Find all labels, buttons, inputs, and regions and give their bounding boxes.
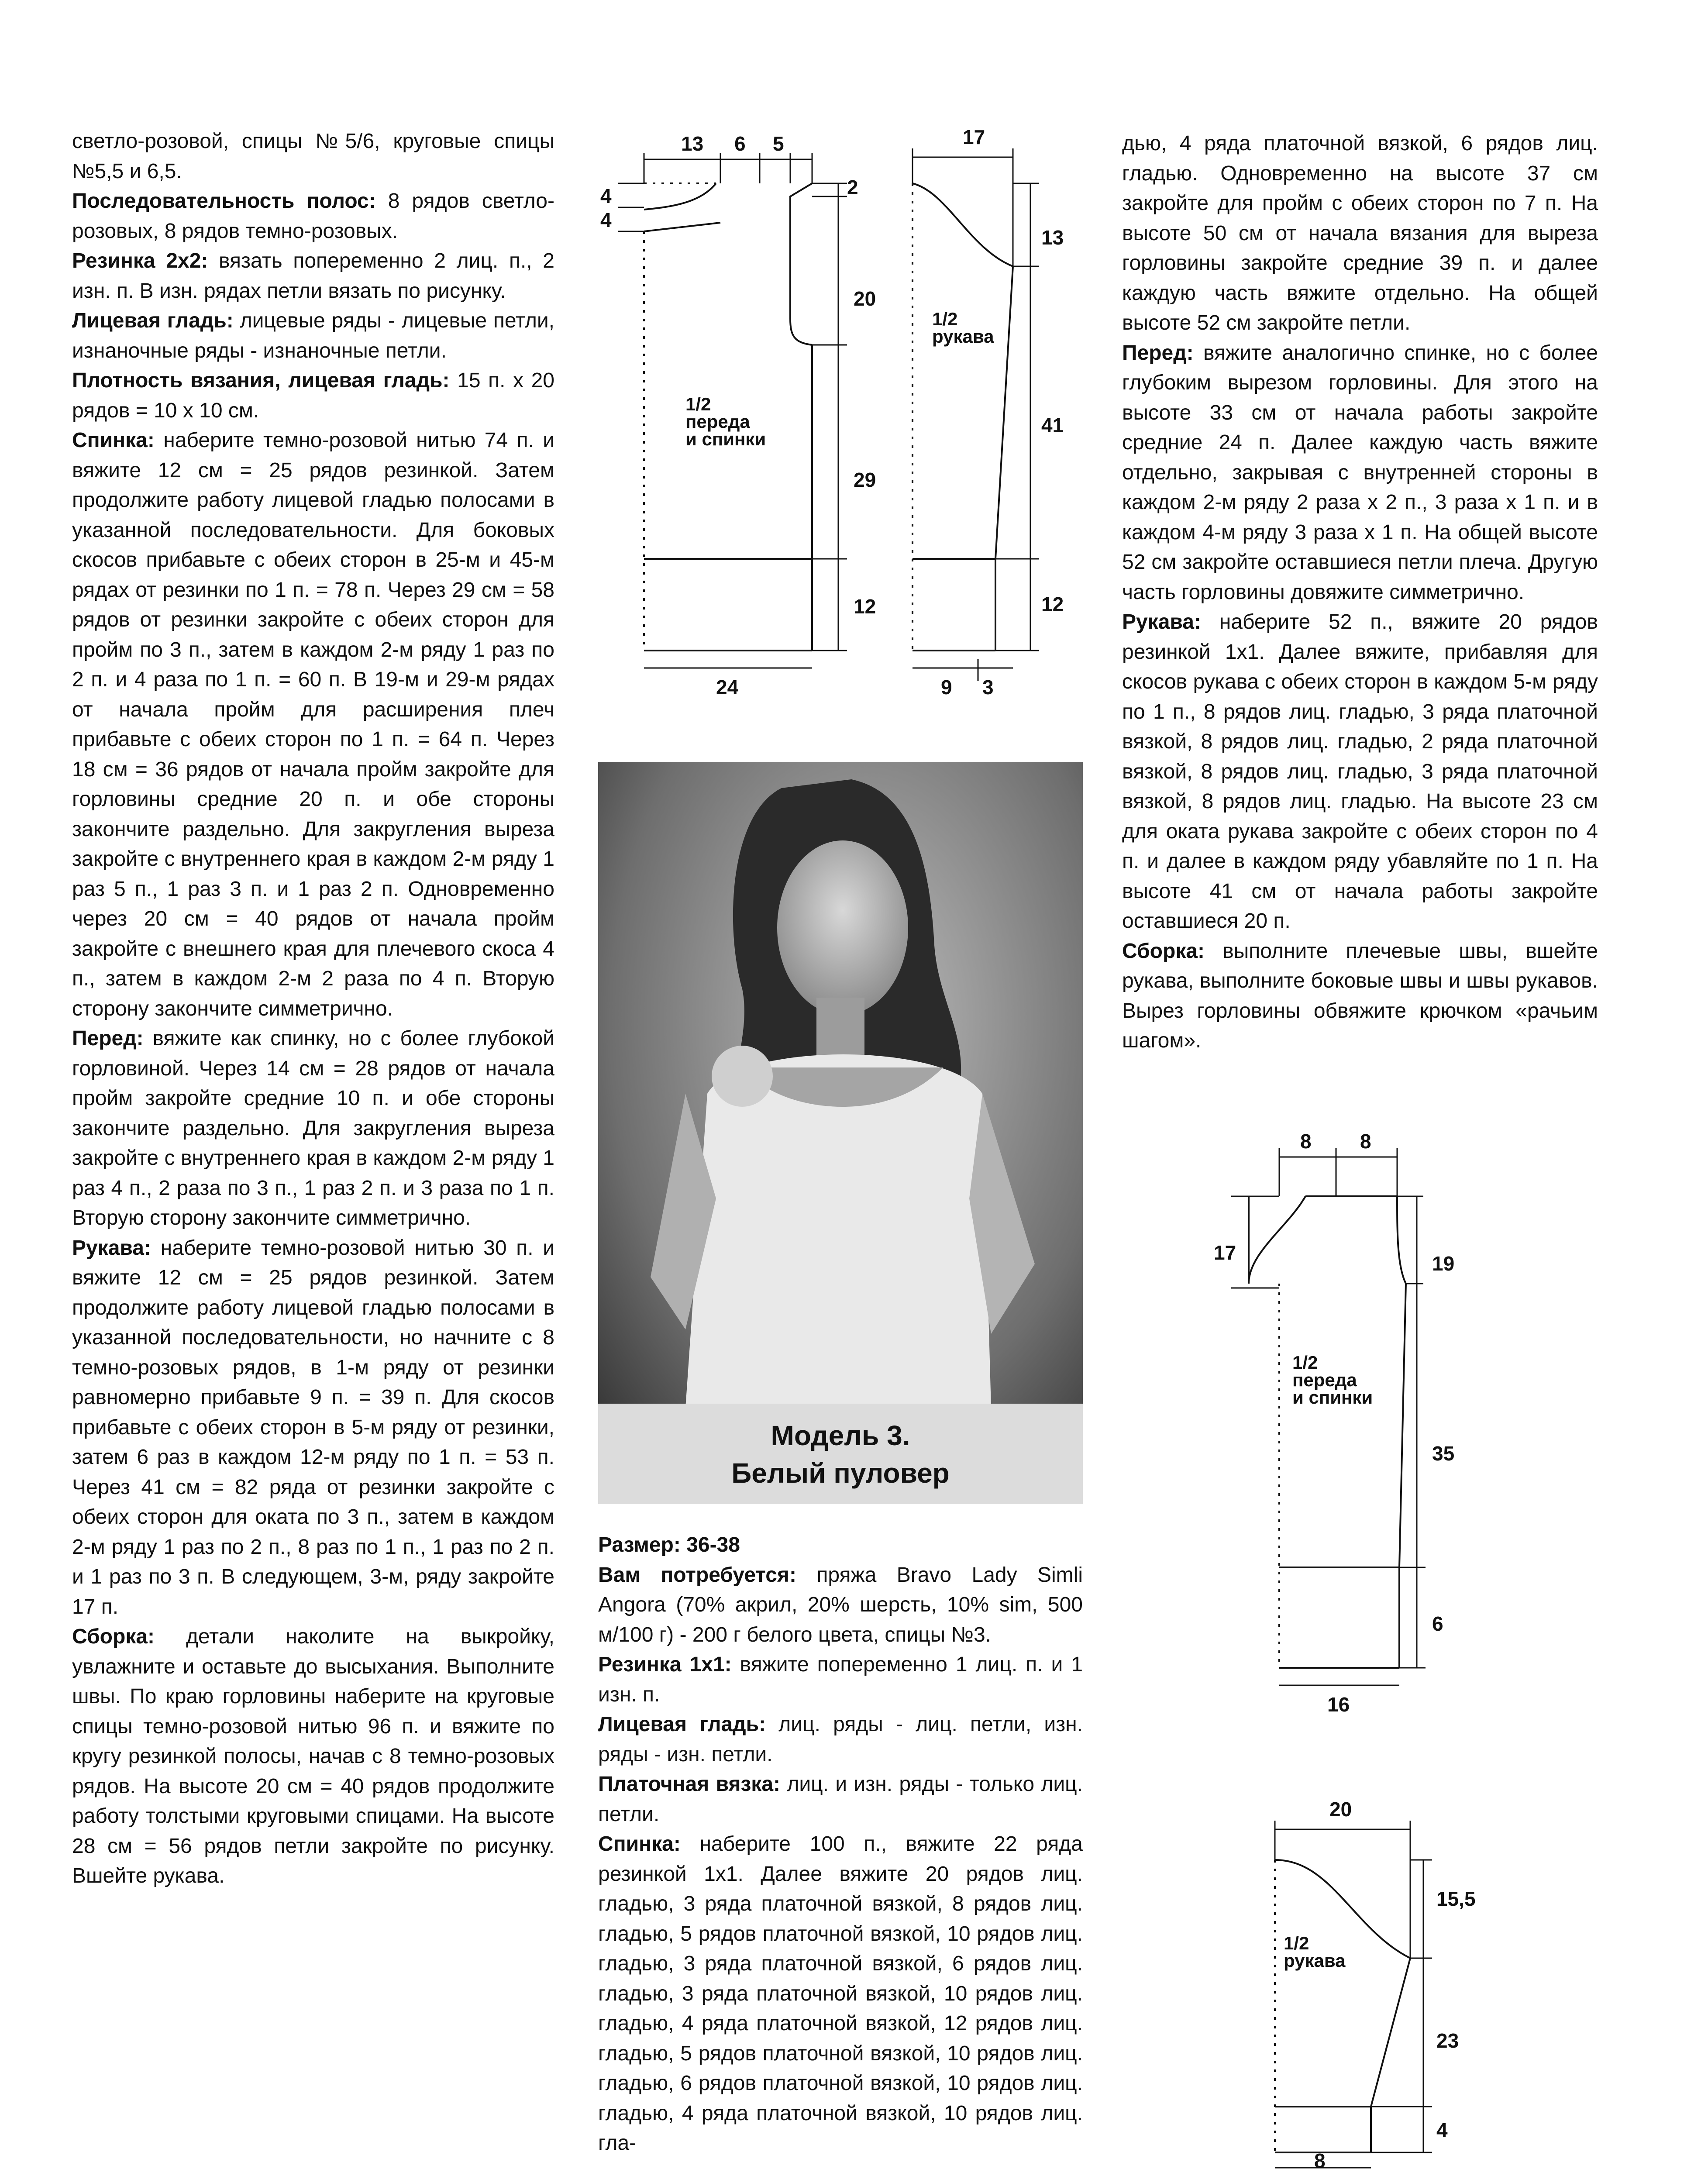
col1-para-2: Резинка 2х2: вязать попеременно 2 лиц. п., 2 изн. п. В изн. рядах петли вязать по рисунку. bbox=[72, 249, 554, 303]
model-photo-illustration bbox=[598, 762, 1083, 1504]
model-title: Модель 3. bbox=[771, 1420, 910, 1451]
svg-text:5: 5 bbox=[773, 132, 784, 155]
col2-para-2: Резинка 1х1: вяжите попеременно 1 лиц. п. и 1 изн. п. bbox=[598, 1653, 1083, 1706]
svg-text:и спинки: и спинки bbox=[1292, 1387, 1373, 1408]
svg-text:9: 9 bbox=[941, 676, 952, 699]
svg-text:1/2: 1/2 bbox=[685, 394, 711, 414]
svg-text:17: 17 bbox=[963, 126, 985, 148]
svg-text:17: 17 bbox=[1214, 1241, 1236, 1264]
col1-para-1: Последовательность полос: 8 рядов светло-розовых, 8 рядов темно-розовых. bbox=[72, 189, 554, 243]
col1-para-0: светло-розовой, спицы №5/6, круговые спицы №5,5 и 6,5. bbox=[72, 130, 554, 183]
col3-para-2: Рукава: наберите 52 п., вяжите 20 рядов резинкой 1х1. Далее вяжите, прибавляя для скосов рукава с обеих сторон в каждом 5-м ряду по 1 п., 8 рядов лиц. гладью, 3 ряда платочной вязкой, 8 рядов лиц. гладью, 2 ряда платочной вязкой, 8 рядов лиц. гладью, 3 ряда платочной вязкой, 8 рядов лиц. гладью. На высоте 23 см для оката рукава закройте с обеих сторон по 4 п. и далее в каждом ряду убавляйте по 1 п. На высоте 41 см от начала работы закройте оставшиеся 20 п. bbox=[1122, 610, 1598, 933]
col2-para-3: Лицевая гладь: лиц. ряды - лиц. петли, изн. ряды - изн. петли. bbox=[598, 1713, 1083, 1766]
svg-text:23: 23 bbox=[1436, 2029, 1459, 2052]
svg-text:6: 6 bbox=[734, 132, 746, 155]
svg-text:12: 12 bbox=[1041, 593, 1064, 616]
svg-text:16: 16 bbox=[1327, 1693, 1350, 1716]
svg-text:19: 19 bbox=[1432, 1252, 1455, 1275]
svg-text:15,5: 15,5 bbox=[1436, 1887, 1476, 1910]
col1-para-7: Рукава: наберите темно-розовой нитью 30 п. и вяжите 12 см = 25 рядов резинкой. Затем продолжите работу лицевой гладью полосами в указанной последовательности, но начните с 8 темно-розовых рядов, в 1-м ряду от резинки равномерно прибавьте 9 п. = 39 п. Для скосов прибавьте с обеих сторон в 5-м ряду от резинки, затем 6 раз в каждом 12-м ряду по 1 п. = 53 п. Через 41 см = 82 ряда от резинки закройте с обеих сторон для оката по 3 п., затем в каждом 2-м ряду 1 раз по 2 п., 8 раз по 1 п., 1 раз по 2 п. и 1 раз по 3 п. В следующем, 3-м, ряду закройте 17 п. bbox=[72, 1236, 554, 1618]
col3-para-1: Перед: вяжите аналогично спинке, но с более глубоким вырезом горловины. Для этого на высоте 33 см от начала работы закройте средние 24 п. Далее каждую часть вяжите отдельно, закрывая с внутренней стороны в каждом 2-м ряду 2 раза х 2 п., 3 раза х 1 п. и в каждом 4-м ряду 3 раза х 1 п. На общей высоте 52 см закройте оставшиеся петли плеча. Другую часть горловины довяжите симметрично. bbox=[1122, 341, 1598, 604]
svg-text:1/2: 1/2 bbox=[932, 309, 958, 329]
pattern-diagram-model2 bbox=[576, 118, 1122, 729]
svg-text:8: 8 bbox=[1314, 2149, 1326, 2172]
col1-para-6: Перед: вяжите как спинку, но с более глубокой горловиной. Через 14 см = 28 рядов от начала пройм закройте средние 10 п. и обе стороны закончите раздельно. Для закругления выреза закройте с внутреннего края в каждом 2-м ряду 1 раз 4 п., 2 раза по 3 п., 1 раз 2 п. и 3 раза по 1 п. Вторую сторону закончите симметрично. bbox=[72, 1027, 554, 1229]
col1-para-8: Сборка: детали наколите на выкройку, увлажните и оставьте до высыхания. Выполните швы. По краю горловины наберите на круговые спицы темно-розовой нитью 96 п. и вяжите по кругу резинкой полосы, начав с 8 темно-розовых рядов. На высоте 20 см = 40 рядов продолжите работу толстыми круговыми спицами. На высоте 28 см = 56 рядов петли закройте по рисунку. Вшейте рукава. bbox=[72, 1625, 554, 1887]
col1-para-4: Плотность вязания, лицевая гладь: 15 п. х 20 рядов = 10 х 10 см. bbox=[72, 369, 555, 422]
svg-text:35: 35 bbox=[1432, 1442, 1455, 1465]
pattern-diagram-model3 bbox=[1188, 1118, 1519, 2174]
svg-text:переда: переда bbox=[1292, 1370, 1357, 1390]
col1-para-5: Спинка: наберите темно-розовой нитью 74 п. и вяжите 12 см = 25 рядов резинкой. Затем продолжите работу лицевой гладью полосами в указанной последовательности. Для боковых скосов прибавьте с обеих сторон в 25-м и 45-м рядах от резинки по 1 п. = 78 п. Через 29 см = 58 рядов от резинки закройте с обеих сторон для пройм по 3 п., затем в каждом 2-м ряду 1 раз по 2 п. и 4 раза по 1 п. = 60 п. В 19-м и 29-м рядах от начала пройм для расширения плеч прибавьте с обеих сторон по 1 п. = 64 п. Через 18 см = 36 рядов от начала пройм закройте для горловины средние 20 п. и обе стороны закончите раздельно. Для закругления выреза закройте с внутреннего края в каждом 2-м ряду 1 раз 5 п., 1 раз 3 п. и 1 раз 2 п. Одновременно через 20 см = 40 рядов от начала пройм закройте с внешнего края для плечевого скоса 4 п., затем в каждом 2-м 2 раза по 4 п. Вторую сторону закончите симметрично. bbox=[72, 429, 554, 1020]
svg-text:8: 8 bbox=[1300, 1130, 1312, 1153]
right-column-text bbox=[1122, 129, 1598, 1056]
col1-para-3: Лицевая гладь: лицевые ряды - лицевые петли, изнаночные ряды - изнаночные петли. bbox=[72, 309, 555, 362]
model-photo bbox=[598, 762, 1083, 1504]
svg-text:8: 8 bbox=[1360, 1130, 1371, 1153]
model-subtitle: Белый пуловер bbox=[731, 1457, 950, 1489]
svg-text:рукава: рукава bbox=[1284, 1950, 1346, 1971]
svg-text:2: 2 bbox=[847, 176, 858, 199]
svg-text:6: 6 bbox=[1432, 1612, 1443, 1635]
col2-para-0: Размер: 36-38 bbox=[598, 1533, 740, 1556]
svg-text:4: 4 bbox=[600, 185, 612, 207]
svg-text:4: 4 bbox=[600, 209, 612, 231]
svg-text:12: 12 bbox=[854, 595, 876, 618]
col2-para-1: Вам потребуется: пряжа Bravo Lady Simli Angora (70% акрил, 20% шерсть, 10% sim, 500 м/100 г) - 200 г белого цвета, спицы №3. bbox=[598, 1563, 1083, 1646]
svg-text:1/2: 1/2 bbox=[1292, 1352, 1318, 1373]
col3-para-0: дью, 4 ряда платочной вязкой, 6 рядов лиц. гладью. Одновременно на высоте 37 см закройте для пройм с обеих сторон по 7 п. На высоте 50 см от начала вязания для выреза горловины закройте средние 39 п. и далее каждую часть вяжите отдельно. На общей высоте 52 см закройте петли. bbox=[1122, 132, 1598, 334]
svg-text:13: 13 bbox=[1041, 226, 1064, 249]
svg-text:4: 4 bbox=[1436, 2119, 1448, 2142]
svg-text:29: 29 bbox=[854, 468, 876, 491]
svg-text:3: 3 bbox=[982, 676, 994, 699]
middle-column-text bbox=[598, 1530, 1083, 2159]
model-caption bbox=[598, 1404, 1083, 1504]
svg-text:20: 20 bbox=[1329, 1798, 1352, 1821]
col3-para-3: Сборка: выполните плечевые швы, вшейте рукава, выполните боковые швы и швы рукавов. Вырез горловины обвяжите крючком «рачьим шагом». bbox=[1122, 939, 1598, 1052]
svg-text:рукава: рукава bbox=[932, 326, 994, 347]
svg-text:1/2: 1/2 bbox=[1284, 1933, 1309, 1953]
svg-text:24: 24 bbox=[716, 676, 739, 699]
svg-text:41: 41 bbox=[1041, 414, 1064, 437]
svg-text:переда: переда bbox=[685, 411, 750, 432]
left-column-text bbox=[72, 127, 554, 1891]
col2-para-4: Платочная вязка: лиц. и изн. ряды - только лиц. петли. bbox=[598, 1773, 1083, 1826]
col2-para-5: Спинка: наберите 100 п., вяжите 22 ряда резинкой 1х1. Далее вяжите 20 рядов лиц. гладью, 3 ряда платочной вязкой, 8 рядов лиц. гладью, 5 рядов платочной вязкой, 10 рядов лиц. гладью, 3 ряда платочной вязкой, 6 рядов лиц. гладью, 3 ряда платочной вязкой, 10 рядов лиц. гладью, 4 ряда платочной вязкой, 12 рядов лиц. гладью, 5 рядов платочной вязкой, 10 рядов лиц. гладью, 6 рядов платочной вязкой, 10 рядов лиц. гладью, 4 ряда платочной вязкой, 10 рядов лиц. гла- bbox=[598, 1832, 1083, 2155]
svg-text:20: 20 bbox=[854, 287, 876, 310]
svg-text:13: 13 bbox=[681, 132, 704, 155]
svg-text:и спинки: и спинки bbox=[685, 429, 766, 449]
